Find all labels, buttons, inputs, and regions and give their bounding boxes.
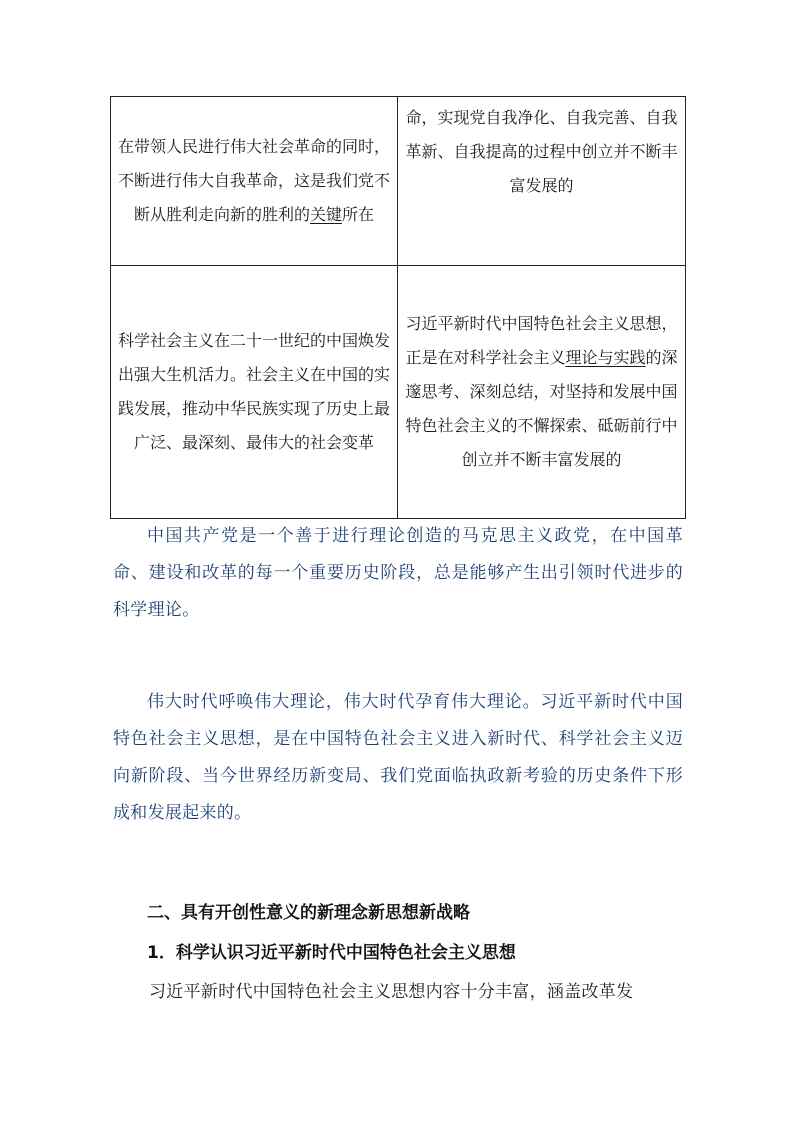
cell-text: 科学社会主义在二十一世纪的中国焕发出强大生机活力。社会主义在中国的实践发展，推动中华民族实现了历史上最广泛、最深刻、最伟大的社会变革: [117, 331, 390, 452]
cell-text: 所在: [342, 205, 375, 224]
subsection-heading: 1．科学认识习近平新时代中国特色社会主义思想: [147, 943, 516, 963]
table-row: [111, 266, 686, 519]
table-cell-r2-left: [111, 266, 398, 519]
table-row: [111, 97, 686, 266]
comparison-table: [110, 96, 686, 519]
table-cell-r2-right: [398, 266, 686, 519]
cell-text: 命，实现党自我净化、自我完善、自我革新、自我提高的过程中创立并不断丰富发展的: [405, 108, 678, 195]
section-heading: 二、具有开创性意义的新理念新思想新战略: [147, 903, 470, 923]
paragraph-2: 伟大时代呼唤伟大理论，伟大时代孕育伟大理论。习近平新时代中国特色社会主义思想，是在中国特色社会主义进入新时代、科学社会主义迈向新阶段、当今世界经历新变局、我们党面临执政新考验的历史条件下形成和发展起来的。: [113, 692, 683, 823]
cell-text: 的深邃思考、深刻总结，对坚持和发展中国特色社会主义的不懈探索、砥砺前行中创立并不断丰富发展的: [405, 348, 678, 469]
cell-text: 习近平新时代中国特色社会主义思想，正是在对科学社会主义: [405, 314, 678, 367]
underlined-text: 关键: [309, 205, 342, 224]
table-cell-r1-right: [398, 97, 686, 266]
underlined-text: 理论与实践: [565, 348, 646, 367]
paragraph-3: 习近平新时代中国特色社会主义思想内容十分丰富，涵盖改革发: [149, 982, 634, 1002]
cell-text: 在带领人民进行伟大社会革命的同时，不断进行伟大自我革命，这是我们党不断从胜利走向新的胜利的: [117, 137, 390, 224]
table-cell-r1-left: [111, 97, 398, 266]
paragraph-1: 中国共产党是一个善于进行理论创造的马克思主义政党，在中国革命、建设和改革的每一个重要历史阶段，总是能够产生出引领时代进步的科学理论。: [113, 526, 683, 620]
